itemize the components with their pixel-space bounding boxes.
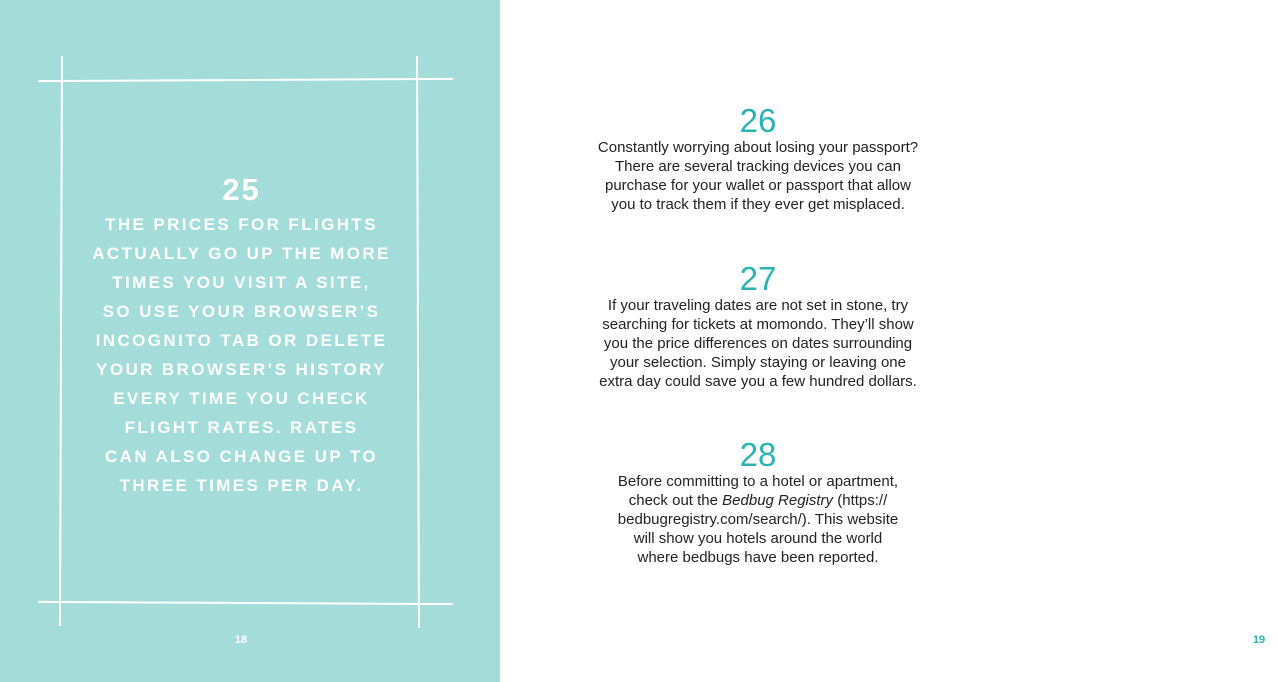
frame-border-left	[59, 56, 63, 626]
tip-28	[530, 438, 986, 567]
tip-line: you to track them if they ever get misplaced.	[611, 196, 905, 213]
tip-number: 27	[739, 260, 777, 297]
tip-line: INCOGNITO TAB OR DELETE	[95, 331, 388, 350]
tip-text	[530, 472, 986, 567]
page-number-left: 18	[234, 634, 248, 646]
tip-line: purchase for your wallet or passport that allow	[605, 177, 911, 194]
tip-line: will show you hotels around the world	[633, 530, 883, 547]
tip-text	[530, 138, 986, 214]
right-page	[500, 0, 1266, 682]
tip-line: your selection. Simply staying or leaving one	[610, 354, 906, 371]
tip-26	[530, 104, 986, 214]
tip-line: SO USE YOUR BROWSER’S	[102, 302, 381, 321]
tip-line: Before committing to a hotel or apartment,	[617, 473, 899, 490]
tip-line-part: check out the	[628, 492, 723, 509]
tip-line: ACTUALLY GO UP THE MORE	[92, 244, 391, 263]
left-page	[0, 0, 500, 682]
tip-line: Constantly worrying about losing your passport?	[597, 139, 919, 156]
page-number-right: 19	[1252, 634, 1266, 646]
tip-line: extra day could save you a few hundred dollars.	[599, 373, 917, 390]
tip-text	[90, 210, 393, 500]
tip-line: If your traveling dates are not set in stone, try	[607, 297, 909, 314]
frame-border-bottom	[38, 601, 453, 605]
tip-line-part: (https://	[833, 492, 888, 509]
tip-number: 28	[739, 436, 777, 473]
frame-border-top	[38, 78, 453, 82]
tip-number: 25	[222, 172, 261, 207]
bedbug-registry-title: Bedbug Registry	[722, 492, 834, 509]
tip-line: EVERY TIME YOU CHECK	[113, 389, 370, 408]
tip-line: YOUR BROWSER’S HISTORY	[96, 360, 387, 379]
tip-line: TIMES YOU VISIT A SITE,	[112, 273, 371, 292]
tip-line: THE PRICES FOR FLIGHTS	[105, 215, 378, 234]
tip-line: CAN ALSO CHANGE UP TO	[105, 447, 378, 466]
tip-number: 26	[739, 102, 777, 139]
tip-line	[530, 491, 986, 510]
tip-line: There are several tracking devices you can	[615, 158, 901, 175]
tip-27	[530, 262, 986, 391]
tip-line: you the price differences on dates surrounding	[603, 335, 913, 352]
tip-line: where bedbugs have been reported.	[637, 549, 879, 566]
tip-line: FLIGHT RATES. RATES	[124, 418, 359, 437]
tip-line: bedbugregistry.com/search/). This website	[617, 511, 899, 528]
tip-text	[530, 296, 986, 391]
tip-25	[90, 172, 393, 500]
tip-line: searching for tickets at momondo. They’ll show	[602, 316, 914, 333]
tip-line: THREE TIMES PER DAY.	[119, 476, 364, 495]
frame-border-right	[416, 56, 420, 628]
